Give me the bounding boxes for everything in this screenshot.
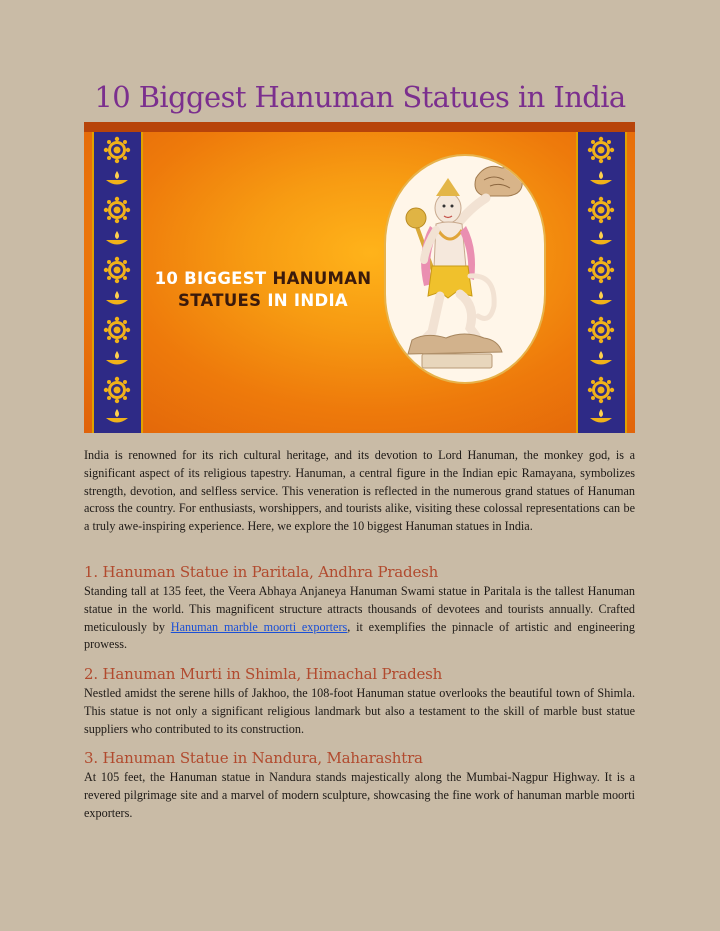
hanuman-statue-image [384,154,546,384]
section-heading-2: 2. Hanuman Murti in Shimla, Himachal Pradesh [84,665,443,683]
intro-paragraph: India is renowned for its rich cultural heritage, and its devotion to Lord Hanuman, the monkey god, is a significant aspect of its religious tapestry. Hanuman, a central figure in the Indian epic Ramayana, symbolizes strength, devotion, and selfless service. This veneration is reflected in the numerous grand statues of Hanuman across the country. For enthusiasts, worshippers, and tourists alike, visiting these colossal representations can be a truly awe-inspiring experience. Here, we explore the 10 biggest Hanuman statues in India. [84,448,635,534]
hanuman-marble-moorti-exporters-link[interactable]: Hanuman marble moorti exporters [170,619,348,634]
banner-heading [152,268,374,312]
section-paragraph-1 [84,583,635,654]
section-paragraph-2: Nestled amidst the serene hills of Jakhoo, the 108-foot Hanuman statue overlooks the beautiful town of Shimla. This statue is not only a significant religious landmark but also a testament to the skill of marble bust statue suppliers who contributed to its construction. [84,686,635,736]
floral-pattern-left [94,132,141,433]
page-title: 10 Biggest Hanuman Statues in India [94,80,626,114]
banner-line-1 [152,268,374,290]
hanuman-statue-illustration [386,156,544,382]
hero-banner [84,122,635,433]
section-heading-1: 1. Hanuman Statue in Paritala, Andhra Pradesh [84,563,439,581]
floral-pattern-right [578,132,625,433]
banner-line-2 [152,290,374,312]
section-paragraph-3: At 105 feet, the Hanuman statue in Nandura stands majestically along the Mumbai-Nagpur Highway. It is a revered pilgrimage site and a marvel of modern sculpture, showcasing the fine work of hanuman marble moorti exporters. [84,770,635,820]
banner-text-dark-1: HANUMAN [272,269,372,288]
right-decorative-border [576,132,627,433]
banner-text-dark-2: STATUES [178,291,262,310]
banner-top-bar [84,122,635,132]
left-decorative-border [92,132,143,433]
banner-text-white-1: 10 BIGGEST [154,269,267,288]
banner-text-white-2: IN INDIA [267,291,348,310]
section-1-text-b: , it exemplifies the pinnacle of artistic and engineering prowess. [84,619,635,652]
section-heading-3: 3. Hanuman Statue in Nandura, Maharashtra [84,749,423,767]
section-1-text-a: Standing tall at 135 feet, the Veera Abhaya Anjaneya Hanuman Swami statue in Paritala is the tallest Hanuman statue in the world. This magnificent structure attracts thousands of devotees and tourists annually. Crafted meticulously by [84,584,635,634]
